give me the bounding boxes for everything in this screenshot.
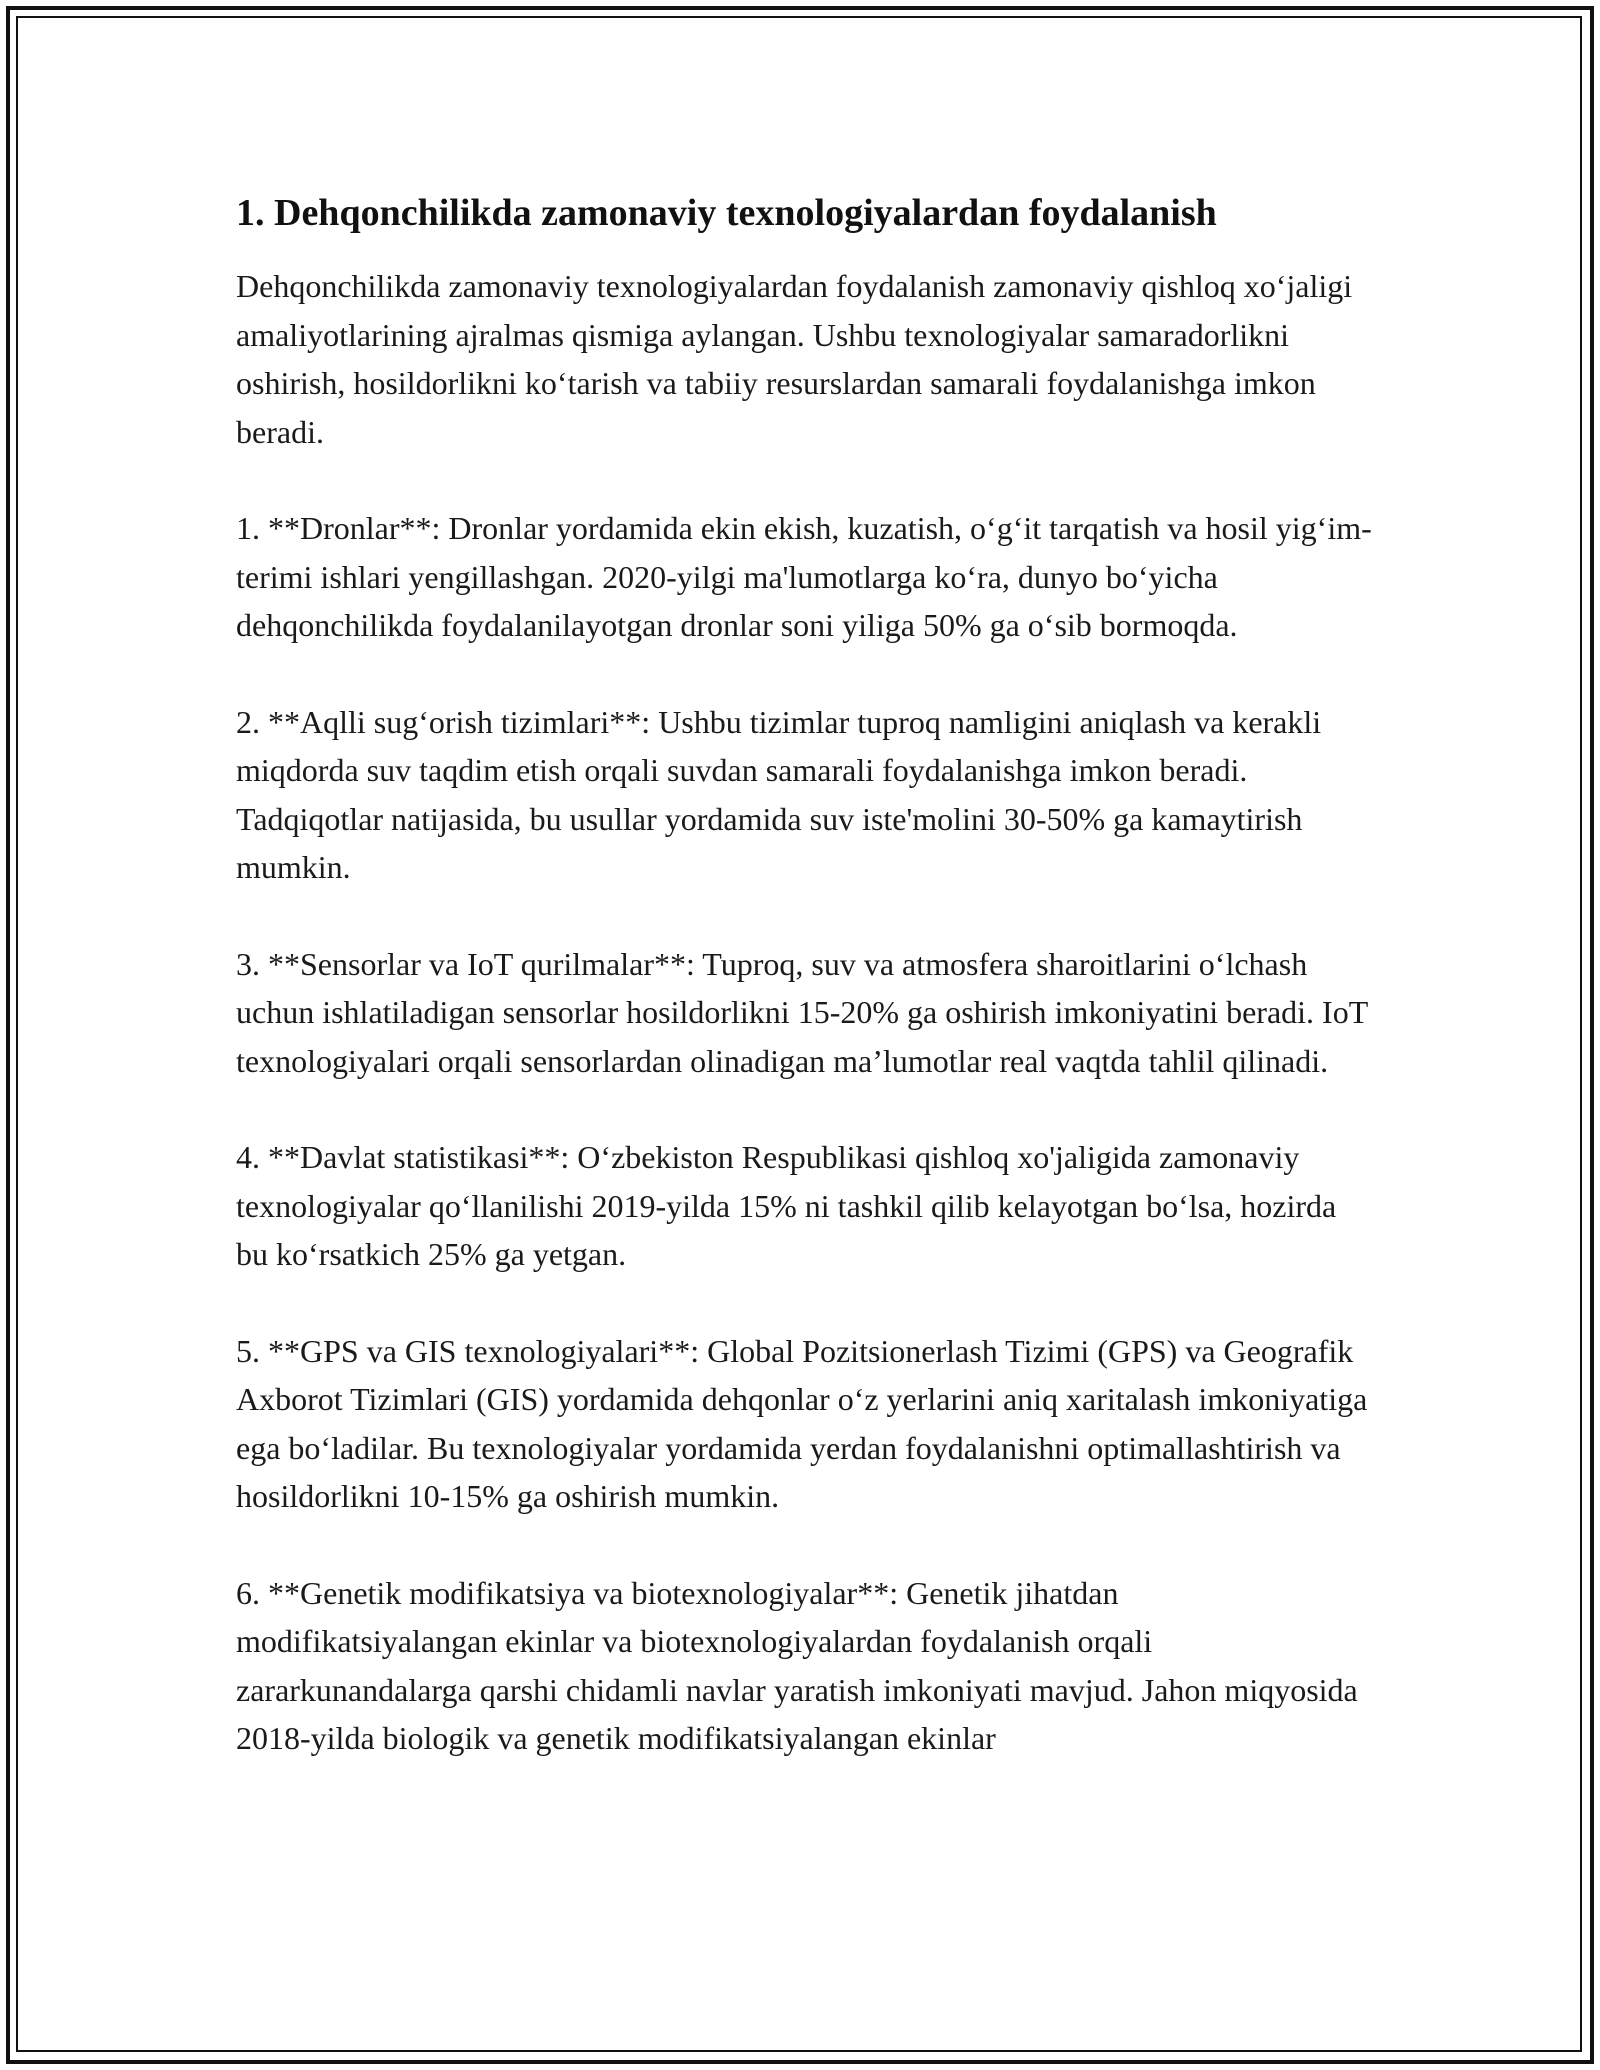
paragraph-dronlar: 1. **Dronlar**: Dronlar yordamida ekin ekish, kuzatish, o‘g‘it tarqatish va hosil yig‘im-terimi ishlari yengillashgan. 2020-yilgi ma'lumotlarga ko‘ra, dunyo bo‘yicha dehqonchilikda foydalanilayotgan dronlar soni yiliga 50% ga o‘sib bormoqda. <box>236 510 1372 643</box>
paragraph-gps-gis: 5. **GPS va GIS texnologiyalari**: Global Pozitsionerlash Tizimi (GPS) va Geografik Axborot Tizimlari (GIS) yordamida dehqonlar o‘z yerlarini aniq xaritalash imkoniyatiga ega bo‘ladilar. Bu texnologiyalar yordamida yerdan foydalanishni optimallashtirish va hosildorlikni 10-15% ga oshirish mumkin. <box>236 1332 1368 1514</box>
paragraph-sensorlar-iot: 3. **Sensorlar va IoT qurilmalar**: Tuproq, suv va atmosfera sharoitlarini o‘lchash uchun ishlatiladigan sensorlar hosildorlikni 15-20% ga oshirish imkoniyatini beradi. IoT texnologiyalari orqali sensorlardan olinadigan ma’lumotlar real vaqtda tahlil qilinadi. <box>236 945 1368 1079</box>
paragraph-aqlli-sugorish: 2. **Aqlli sug‘orish tizimlari**: Ushbu tizimlar tuproq namligini aniqlash va kerakli miqdorda suv taqdim etish orqali suvdan samarali foydalanishga imkon beradi. Tadqiqotlar natijasida, bu usullar yordamida suv iste'molini 30-50% ga kamaytirish mumkin. <box>236 703 1322 885</box>
document-title: 1. Dehqonchilikda zamonaviy texnologiyalardan foydalanish <box>236 192 1217 234</box>
paragraph-davlat-statistikasi: 4. **Davlat statistikasi**: O‘zbekiston Respublikasi qishloq xo'jaligida zamonaviy texnologiyalar qo‘llanilishi 2019-yilda 15% ni tashkil qilib kelayotgan bo‘lsa, hozirda bu ko‘rsatkich 25% ga yetgan. <box>236 1139 1337 1272</box>
intro-paragraph: Dehqonchilikda zamonaviy texnologiyalardan foydalanish zamonaviy qishloq xo‘jaligi amaliyotlarining ajralmas qismiga aylangan. Ushbu texnologiyalar samaradorlikni oshirish, hosildorlikni ko‘tarish va tabiiy resurslardan samarali foydalanishga imkon beradi. <box>236 268 1353 450</box>
paragraph-genetik-modifikatsiya: 6. **Genetik modifikatsiya va biotexnologiyalar**: Genetik jihatdan modifikatsiyalangan ekinlar va biotexnologiyalardan foydalanish orqali zararkunandalarga qarshi chidamli navlar yaratish imkoniyati mavjud. Jahon miqyosida 2018-yilda biologik va genetik modifikatsiyalangan ekinlar <box>236 1574 1358 1756</box>
document-body <box>236 186 1376 1763</box>
